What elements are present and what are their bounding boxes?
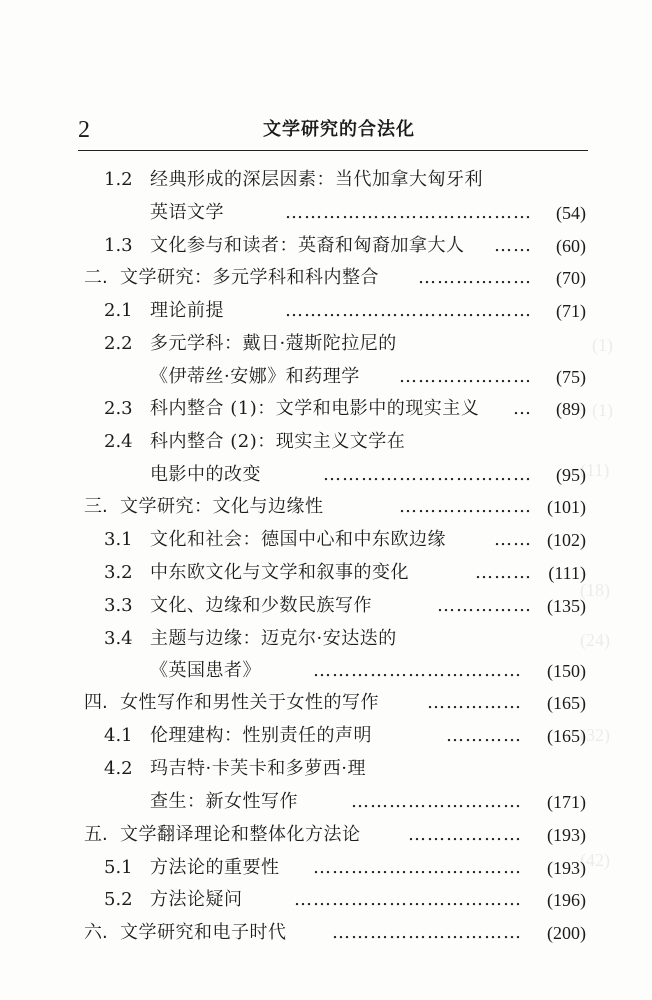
section-title: 经典形成的深层因素：当代加拿大匈牙利 bbox=[150, 169, 483, 190]
page-ref: (171) bbox=[547, 792, 586, 812]
section-number: 2.1 bbox=[104, 300, 133, 321]
section-title: 《英国患者》 bbox=[150, 660, 261, 681]
page-ref: (101) bbox=[547, 497, 586, 517]
toc-chapter-entry[interactable] bbox=[0, 688, 652, 718]
toc-chapter-entry[interactable] bbox=[0, 918, 652, 948]
page-ref: (60) bbox=[556, 236, 586, 256]
chapter-title: 文学研究和电子时代 bbox=[120, 922, 287, 943]
section-title: 文化和社会：德国中心和中东欧边缘 bbox=[150, 529, 446, 550]
toc-entry[interactable] bbox=[0, 427, 652, 457]
leader-dots: …………… bbox=[427, 692, 522, 713]
toc-chapter-entry[interactable] bbox=[0, 263, 652, 293]
section-title: 伦理建构：性别责任的声明 bbox=[150, 725, 372, 746]
toc-entry[interactable] bbox=[0, 591, 652, 621]
chapter-number: 二. bbox=[84, 267, 108, 288]
section-number: 1.3 bbox=[104, 235, 133, 256]
leader-dots: ………………………………… bbox=[285, 202, 532, 223]
section-number: 2.4 bbox=[104, 431, 133, 452]
leader-dots: ………………………………… bbox=[285, 300, 532, 321]
bleed-through-mark: (42) bbox=[580, 850, 610, 870]
page-ref: (165) bbox=[547, 726, 586, 746]
page-ref: (193) bbox=[547, 825, 586, 845]
bleed-through-mark: (11) bbox=[580, 460, 610, 480]
section-title: 文化、边缘和少数民族写作 bbox=[150, 595, 372, 616]
page-ref: (102) bbox=[547, 530, 586, 550]
leader-dots: ……… bbox=[475, 562, 532, 583]
section-number: 5.1 bbox=[104, 857, 133, 878]
section-number: 1.2 bbox=[104, 169, 133, 190]
toc-entry[interactable] bbox=[0, 394, 652, 424]
leader-dots: …… bbox=[494, 235, 532, 256]
leader-dots: …………………………… bbox=[323, 464, 532, 485]
toc-entry[interactable] bbox=[0, 362, 652, 392]
section-title: 科内整合 (1)：文学和电影中的现实主义 bbox=[150, 398, 480, 419]
toc-entry[interactable] bbox=[0, 198, 652, 228]
toc-entry[interactable] bbox=[0, 721, 652, 751]
section-number: 2.2 bbox=[104, 333, 133, 354]
chapter-number: 四. bbox=[84, 692, 108, 713]
toc-entry[interactable] bbox=[0, 558, 652, 588]
page-ref: (150) bbox=[547, 661, 586, 681]
toc-entry[interactable] bbox=[0, 656, 652, 686]
page-ref: (111) bbox=[548, 563, 586, 583]
section-title: 文化参与和读者：英裔和匈裔加拿大人 bbox=[150, 235, 465, 256]
page-ref: (193) bbox=[547, 858, 586, 878]
page-ref: (196) bbox=[547, 890, 586, 910]
section-number: 3.1 bbox=[104, 529, 133, 550]
toc-entry[interactable] bbox=[0, 329, 652, 359]
leader-dots: ………………………… bbox=[332, 922, 522, 943]
leader-dots: ……………… bbox=[408, 824, 522, 845]
section-number: 3.2 bbox=[104, 562, 133, 583]
header-rule bbox=[78, 150, 588, 151]
section-title: 理论前提 bbox=[150, 300, 224, 321]
toc-chapter-entry[interactable] bbox=[0, 820, 652, 850]
section-number: 5.2 bbox=[104, 889, 133, 910]
section-number: 2.3 bbox=[104, 398, 133, 419]
page-ref: (70) bbox=[556, 268, 586, 288]
toc-entry[interactable] bbox=[0, 885, 652, 915]
toc-chapter-entry[interactable] bbox=[0, 492, 652, 522]
page-ref: (71) bbox=[556, 301, 586, 321]
page-ref: (200) bbox=[547, 923, 586, 943]
section-title: 中东欧文化与文学和叙事的变化 bbox=[150, 562, 409, 583]
toc-entry[interactable] bbox=[0, 296, 652, 326]
page-ref: (135) bbox=[547, 596, 586, 616]
section-title: 英语文学 bbox=[150, 202, 224, 223]
page-ref: (89) bbox=[556, 399, 586, 419]
leader-dots: ………………… bbox=[399, 366, 532, 387]
toc-entry[interactable] bbox=[0, 231, 652, 261]
section-title: 方法论疑问 bbox=[150, 889, 243, 910]
page-ref: (54) bbox=[556, 203, 586, 223]
bleed-through-mark: (1) bbox=[592, 400, 613, 420]
section-number: 4.1 bbox=[104, 725, 133, 746]
section-number: 3.3 bbox=[104, 595, 133, 616]
toc-entry[interactable] bbox=[0, 853, 652, 883]
leader-dots: ………… bbox=[446, 725, 522, 746]
section-title: 查生：新女性写作 bbox=[150, 791, 298, 812]
bleed-through-mark: (18) bbox=[580, 580, 610, 600]
page-ref: (95) bbox=[556, 465, 586, 485]
section-number: 4.2 bbox=[104, 758, 133, 779]
section-title: 方法论的重要性 bbox=[150, 857, 280, 878]
chapter-title: 女性写作和男性关于女性的写作 bbox=[120, 692, 379, 713]
leader-dots: ……………………………… bbox=[294, 889, 522, 910]
chapter-number: 六. bbox=[84, 922, 108, 943]
toc-entry[interactable] bbox=[0, 787, 652, 817]
leader-dots: ……………… bbox=[418, 267, 532, 288]
toc-entry[interactable] bbox=[0, 460, 652, 490]
toc-entry[interactable] bbox=[0, 165, 652, 195]
page-ref: (75) bbox=[556, 367, 586, 387]
leader-dots: …… bbox=[494, 529, 532, 550]
chapter-title: 文学翻译理论和整体化方法论 bbox=[120, 824, 361, 845]
toc-entry[interactable] bbox=[0, 754, 652, 784]
page-number: 2 bbox=[78, 117, 90, 143]
toc-entry[interactable] bbox=[0, 525, 652, 555]
book-title: 文学研究的合法化 bbox=[263, 119, 415, 140]
section-number: 3.4 bbox=[104, 628, 133, 649]
leader-dots: ………………… bbox=[399, 496, 532, 517]
toc-entry[interactable] bbox=[0, 624, 652, 654]
leader-dots: … bbox=[513, 398, 532, 419]
chapter-title: 文学研究：文化与边缘性 bbox=[120, 496, 324, 517]
section-title: 电影中的改变 bbox=[150, 464, 261, 485]
running-header bbox=[78, 116, 588, 148]
section-title: 多元学科：戴日·蔻斯陀拉尼的 bbox=[150, 333, 397, 354]
section-title: 《伊蒂丝·安娜》和药理学 bbox=[150, 366, 360, 387]
bleed-through-mark: (32) bbox=[580, 725, 610, 745]
page-ref: (165) bbox=[547, 693, 586, 713]
leader-dots: …………………………… bbox=[313, 857, 522, 878]
bleed-through-mark: (1) bbox=[592, 335, 613, 355]
leader-dots: …………………………… bbox=[313, 660, 522, 681]
chapter-number: 五. bbox=[84, 824, 108, 845]
chapter-title: 文学研究：多元学科和科内整合 bbox=[120, 267, 379, 288]
leader-dots: ……………………… bbox=[351, 791, 522, 812]
section-title: 玛吉特·卡芙卡和多萝西·理 bbox=[150, 758, 366, 779]
section-title: 科内整合 (2)：现实主义文学在 bbox=[150, 431, 406, 452]
section-title: 主题与边缘：迈克尔·安达迭的 bbox=[150, 628, 397, 649]
leader-dots: …………… bbox=[437, 595, 532, 616]
chapter-number: 三. bbox=[84, 496, 108, 517]
bleed-through-mark: (24) bbox=[580, 630, 610, 650]
